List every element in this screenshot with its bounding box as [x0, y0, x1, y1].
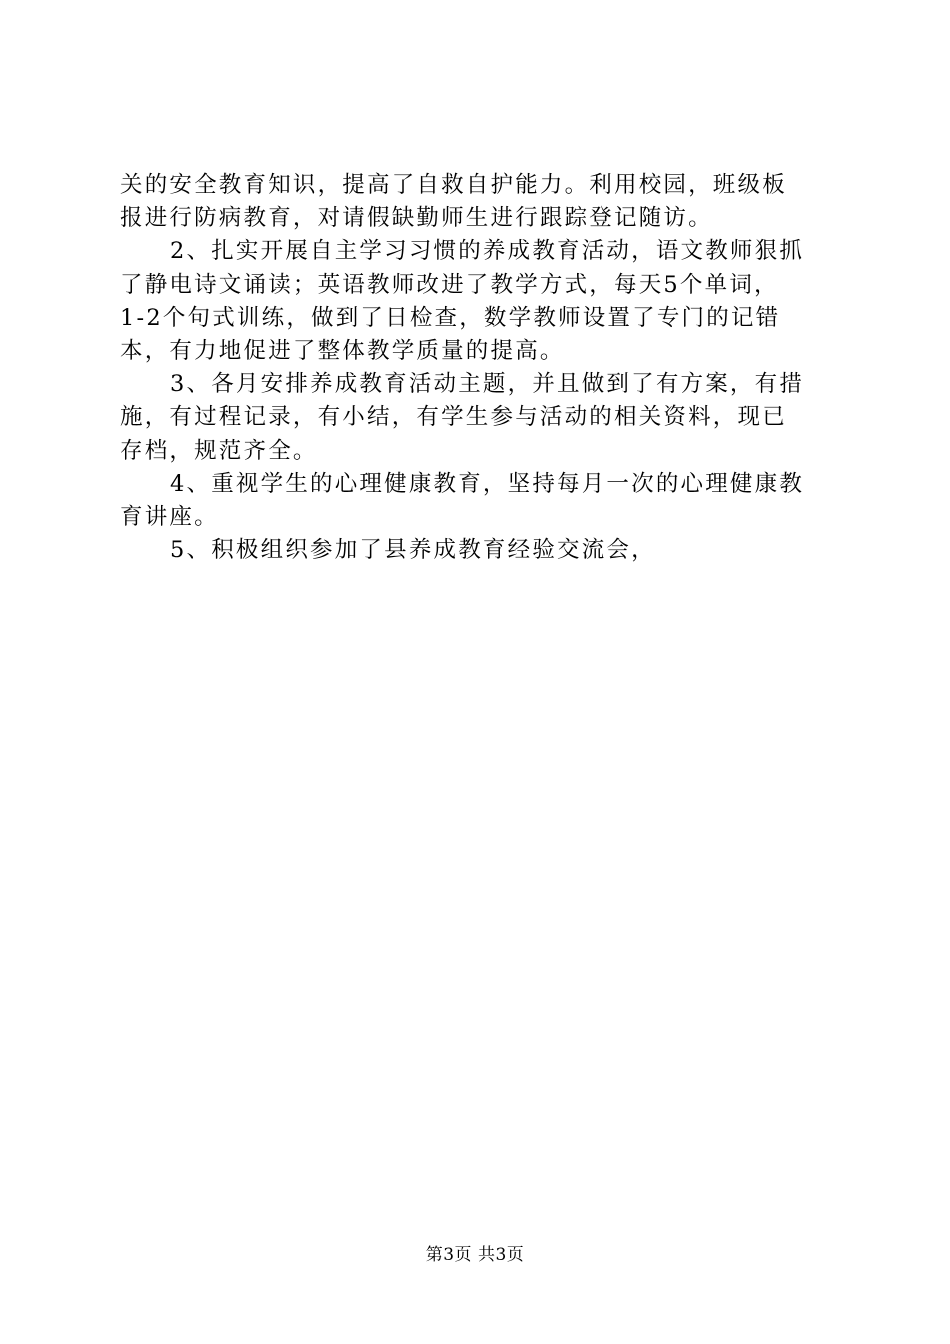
paragraph-line: 关的安全教育知识，提高了自救自护能力。利用校园，班级板 [120, 172, 787, 198]
paragraph-line: 5、积极组织参加了县养成教育经验交流会， [170, 537, 656, 564]
paragraph-line: 了静电诗文诵读；英语教师改进了教学方式，每天5个单词， [120, 271, 779, 298]
paragraph-line: 1-2个句式训练，做到了日检查，数学教师设置了专门的记错 [120, 304, 781, 331]
paragraph-item-4 [120, 468, 832, 534]
paragraph-item-5 [120, 534, 832, 567]
paragraph-line: 施，有过程记录，有小结，有学生参与活动的相关资料，现已 [120, 404, 787, 431]
paragraph-line: 4、重视学生的心理健康教育，坚持每月一次的心理健康教 [170, 470, 805, 497]
paragraph-item-3 [120, 368, 832, 468]
paragraph-safety-education [120, 169, 832, 235]
paragraph-line: 报进行防病教育，对请假缺勤师生进行跟踪登记随访。 [120, 205, 713, 232]
page-number-footer: 第3页 共3页 [425, 1245, 525, 1265]
paragraph-line: 本，有力地促进了整体教学质量的提高。 [120, 337, 565, 364]
document-body [120, 169, 832, 567]
paragraph-line: 育讲座。 [120, 503, 219, 530]
paragraph-line: 2、扎实开展自主学习习惯的养成教育活动，语文教师狠抓 [170, 238, 805, 265]
paragraph-line: 存档，规范齐全。 [120, 437, 318, 464]
paragraph-line: 3、各月安排养成教育活动主题，并且做到了有方案，有措 [170, 371, 805, 398]
paragraph-item-2 [120, 235, 832, 368]
